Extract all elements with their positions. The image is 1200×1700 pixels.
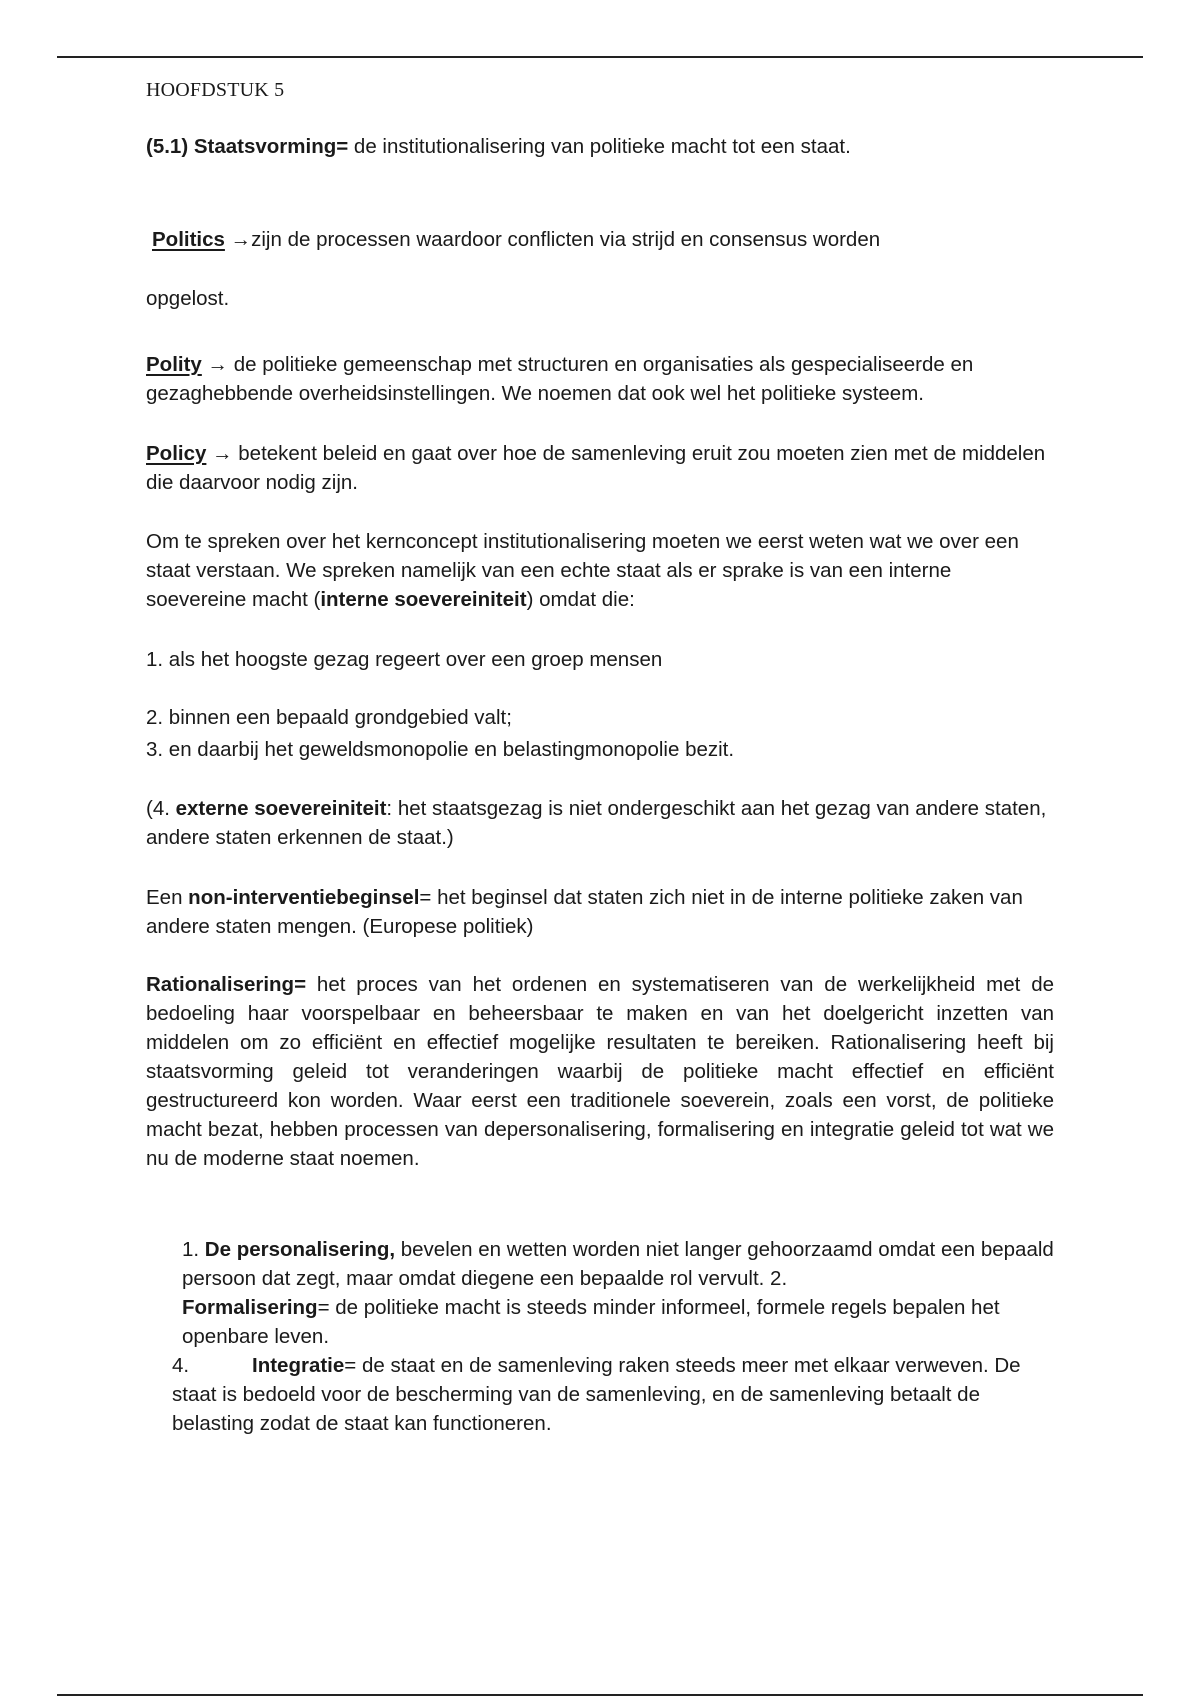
nonintervention-term: non-interventiebeginsel <box>188 886 420 909</box>
process-4-text: = de staat en de samenleving raken steeds meer met elkaar verweven. De staat is bedoeld voor de bescherming van de samenleving, en de samenleving betaalt de belasting zodat de staat kan functioneren. <box>172 1354 1021 1435</box>
policy-definition <box>146 439 1054 497</box>
condition-item-2: 2. binnen een bepaald grondgebied valt; <box>146 706 512 729</box>
process-1-number: 1. <box>182 1238 205 1261</box>
intro-text-before: Om te spreken over het kernconcept institutionalisering moeten we eerst weten wat we over een staat verstaan. We spreken namelijk van een echte staat als er sprake is van een interne soevereine macht ( <box>146 530 1019 611</box>
sovereignty-intro <box>146 527 1054 614</box>
nonintervention-text: = het beginsel dat staten zich niet in de interne politieke zaken van andere staten mengen. (Europese politiek) <box>146 886 1023 938</box>
extern-prefix: (4. <box>146 797 176 820</box>
staatsvorming-text: de institutionalisering van politieke macht tot een staat. <box>348 135 851 158</box>
non-intervention-definition <box>146 883 1054 941</box>
condition-item-1: 1. als het hoogste gezag regeert over een groep mensen <box>146 648 663 671</box>
polity-text: → de politieke gemeenschap met structuren en organisaties als gespecialiseerde en gezaghebbende overheidsinstellingen. We noemen dat ook wel het politieke systeem. <box>146 353 974 405</box>
policy-term: Policy <box>146 442 207 465</box>
staatsvorming-definition <box>146 132 1054 161</box>
politics-continuation: opgelost. <box>146 287 230 310</box>
extern-text: : het staatsgezag is niet ondergeschikt aan het gezag van andere staten, andere staten erkennen de staat.) <box>146 797 1047 849</box>
bottom-rule <box>57 1694 1143 1696</box>
intro-bold-term: interne soevereiniteit <box>320 588 527 611</box>
polity-term: Polity <box>146 353 202 376</box>
polity-definition <box>146 350 1054 408</box>
process-1-text: bevelen en wetten worden niet langer gehoorzaamd omdat een bepaald persoon dat zegt, maar omdat diegene een bepaalde rol vervult. 2. <box>182 1238 1054 1290</box>
extern-term: externe soevereiniteit <box>175 797 387 820</box>
rationalisering-definition <box>146 970 1054 1173</box>
process-2-text: = de politieke macht is steeds minder informeel, formele regels bepalen het openbare leven. <box>182 1296 1000 1348</box>
process-integratie <box>172 1351 1054 1438</box>
chapter-header: HOOFDSTUK 5 <box>146 79 285 101</box>
rationalisering-term: Rationalisering= <box>146 973 307 996</box>
rationalisering-text: het proces van het ordenen en systematiseren van de werkelijkheid met de bedoeling haar voorspelbaar en beheersbaar te maken en van het doelgericht inzetten van middelen om zo efficiënt en effectief mogelijke resultaten te bereiken. Rationalisering heeft bij staatsvorming geleid tot veranderingen waarbij de politieke macht effectief en efficiënt gestructureerd kon worden. Waar eerst een traditionele soeverein, zoals een vorst, de politieke macht bezat, hebben processen van depersonalisering, formalisering en integratie geleid tot wat we nu de moderne staat noemen. <box>146 973 1054 1170</box>
process-personalisering <box>182 1235 1054 1351</box>
policy-text: → betekent beleid en gaat over hoe de samenleving eruit zou moeten zien met de middelen die daarvoor nodig zijn. <box>146 442 1046 494</box>
staatsvorming-term: (5.1) Staatsvorming= <box>146 135 349 158</box>
politics-term: Politics <box>152 228 225 251</box>
process-4-term: Integratie <box>252 1354 345 1377</box>
process-2-term: Formalisering <box>182 1296 318 1319</box>
politics-definition <box>152 225 1060 254</box>
process-4-number: 4. <box>172 1354 190 1377</box>
condition-item-3: 3. en daarbij het geweldsmonopolie en belastingmonopolie bezit. <box>146 738 735 761</box>
nonintervention-prefix: Een <box>146 886 189 909</box>
intro-text-after: ) omdat die: <box>526 588 635 611</box>
politics-text: →zijn de processen waardoor conflicten via strijd en consensus worden <box>224 228 881 251</box>
top-rule <box>57 56 1143 58</box>
process-1-term: De personalisering, <box>204 1238 396 1261</box>
external-sovereignty <box>146 794 1054 852</box>
